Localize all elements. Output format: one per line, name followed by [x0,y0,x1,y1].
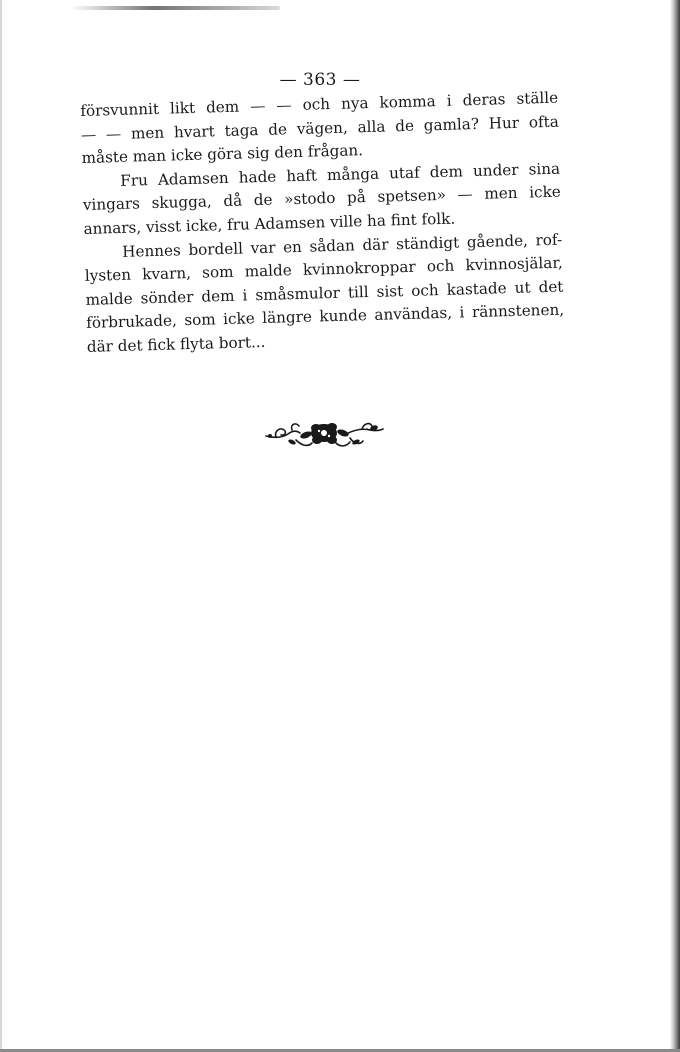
text-line: — — men hvart taga de vägen, alla de gamla? Hur ofta [80,112,560,144]
scan-edge-top [70,6,280,10]
body-text [80,87,565,360]
text-line: förbrukade, som icke längre kunde användas, i rännstenen, [85,300,565,333]
text-line: måste man icke göra sig den frågan. [81,141,364,168]
text-line: malde sönder dem i småsmulor till sist och kastade ut det [85,277,564,309]
floral-vignette-icon [262,416,386,452]
text-line: Hennes bordell var en sådan där ständigt gående, rof- [121,230,563,261]
scan-edge-right [670,0,680,1052]
text-line: försvunnit likt dem — — och nya komma i deras ställe [80,88,559,120]
scan-edge-left [0,0,2,1052]
text-line: där det fick flyta bort... [86,332,266,356]
text-line: lysten kvarn, som malde kvinnokroppar och kvinnosjälar, [84,253,563,286]
page-number: — 363 — [279,70,361,90]
text-line: vingars skugga, då de »stodo på spetsen» — men icke [82,182,562,215]
text-line: Fru Adamsen hade haft många utaf dem under sina [120,159,561,190]
text-line: annars, visst icke, fru Adamsen ville ha fint folk. [83,209,456,238]
